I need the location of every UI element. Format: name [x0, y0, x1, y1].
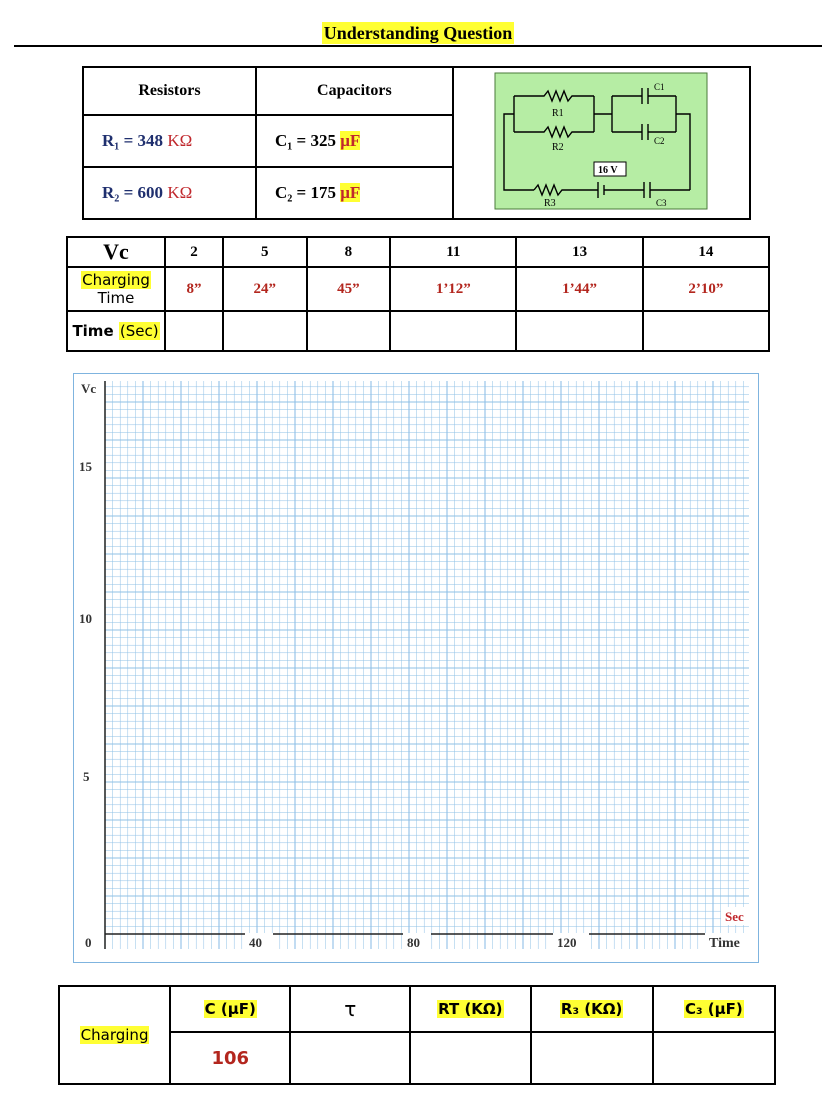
- rc-table: [82, 66, 751, 220]
- y-tick-5: 5: [83, 769, 90, 784]
- time-word: Time: [97, 289, 135, 307]
- page-title: Understanding Question: [323, 23, 513, 43]
- charging-table: [58, 985, 776, 1085]
- c1-label: C1: [654, 81, 665, 92]
- y-tick-10: 10: [79, 611, 92, 626]
- x-tick-80: 80: [407, 935, 420, 950]
- x-axis-label-time: Time: [709, 936, 740, 951]
- sec-cell-5[interactable]: [643, 311, 769, 351]
- circuit-background: [495, 73, 707, 209]
- r2-value: R₂ = 600: [102, 183, 164, 202]
- vc-value-5: 14: [643, 237, 769, 267]
- c1-value: C₁ = 325: [274, 131, 336, 150]
- time-value-1: 24”: [223, 267, 307, 311]
- title-wrap: [0, 22, 836, 44]
- charging-word: Charging: [82, 271, 150, 289]
- vc-row-label: [67, 237, 165, 267]
- header-c: [170, 986, 290, 1032]
- tau-cell[interactable]: [290, 1032, 410, 1084]
- y-tick-0: 0: [85, 935, 92, 950]
- sec-cell-1[interactable]: [223, 311, 307, 351]
- sec-cell-2[interactable]: [307, 311, 391, 351]
- header-r3: [531, 986, 653, 1032]
- r1-cell: [83, 115, 256, 167]
- time-sec-label: [67, 311, 165, 351]
- charging-row-label: [59, 986, 170, 1084]
- time-sec-word: Time: [72, 322, 114, 340]
- header-rt-text: RT (KΩ): [438, 1000, 503, 1018]
- r2-unit: KΩ: [167, 183, 193, 202]
- y-tick-15: 15: [79, 459, 92, 474]
- sec-cell-3[interactable]: [390, 311, 516, 351]
- c2-cell: [256, 167, 453, 219]
- x-tick-40: 40: [249, 935, 262, 950]
- graph-paper[interactable]: [73, 373, 759, 963]
- c1-cell: [256, 115, 453, 167]
- vc-value-2: 8: [307, 237, 391, 267]
- c-value: 106: [170, 1032, 290, 1084]
- header-c3-text: C₃ (μF): [684, 1000, 743, 1018]
- charging-time-label: [67, 267, 165, 311]
- header-c-text: C (μF): [204, 1000, 256, 1018]
- c2-label: C2: [654, 135, 665, 146]
- x-axis-label-sec: Sec: [725, 909, 744, 924]
- r3-label: R3: [544, 197, 557, 209]
- r2-cell: [83, 167, 256, 219]
- vc-value-4: 13: [516, 237, 642, 267]
- r3-cell[interactable]: [531, 1032, 653, 1084]
- sec-word: (Sec): [119, 322, 159, 340]
- vc-symbol: Vc: [103, 239, 129, 264]
- circuit-cell: [453, 67, 750, 219]
- vc-value-1: 5: [223, 237, 307, 267]
- header-r3-text: R₃ (KΩ): [560, 1000, 623, 1018]
- source-label: 16 V: [598, 164, 618, 176]
- time-value-3: 1’12”: [390, 267, 516, 311]
- sec-cell-4[interactable]: [516, 311, 642, 351]
- vc-table: [66, 236, 770, 352]
- capacitors-header: Capacitors: [256, 67, 453, 115]
- c3-label: C3: [656, 197, 667, 208]
- r2-label: R2: [552, 141, 565, 153]
- charging-label: Charging: [80, 1026, 149, 1044]
- sec-cell-0[interactable]: [165, 311, 223, 351]
- time-value-4: 1’44”: [516, 267, 642, 311]
- circuit-diagram: [494, 72, 708, 210]
- resistors-header: Resistors: [83, 67, 256, 115]
- vc-value-0: 2: [165, 237, 223, 267]
- header-tau: τ: [290, 986, 410, 1032]
- c2-value: C₂ = 175: [274, 183, 336, 202]
- r1-unit: KΩ: [167, 131, 193, 150]
- time-value-2: 45”: [307, 267, 391, 311]
- vc-value-3: 11: [390, 237, 516, 267]
- c3-cell[interactable]: [653, 1032, 775, 1084]
- y-axis-label: Vc: [81, 381, 97, 396]
- rt-cell[interactable]: [410, 1032, 530, 1084]
- time-value-5: 2’10”: [643, 267, 769, 311]
- time-value-0: 8”: [165, 267, 223, 311]
- c2-unit: μF: [340, 183, 361, 202]
- header-rt: [410, 986, 530, 1032]
- x-tick-120: 120: [557, 935, 577, 950]
- r1-label: R1: [552, 107, 565, 119]
- r1-value: R₁ = 348: [102, 131, 164, 150]
- title-rule: [14, 45, 822, 47]
- c1-unit: μF: [340, 131, 361, 150]
- header-c3: [653, 986, 775, 1032]
